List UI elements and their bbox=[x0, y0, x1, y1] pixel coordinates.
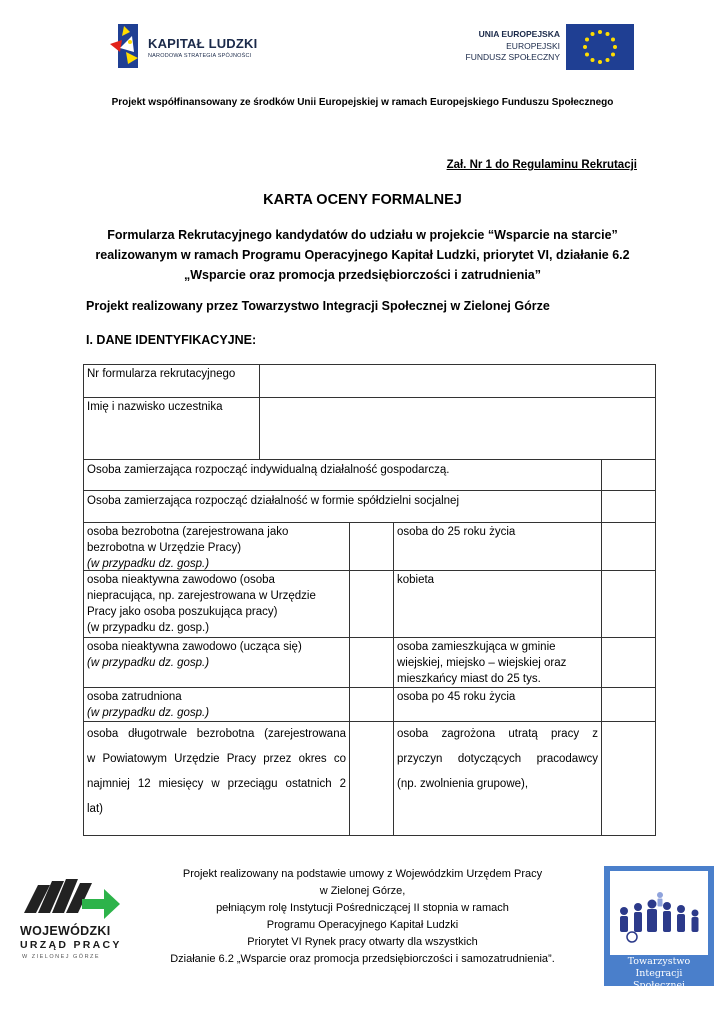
unemployed-checkbox[interactable] bbox=[349, 522, 394, 571]
unemployed-label bbox=[83, 522, 350, 571]
footer-line-2: w Zielonej Górze, bbox=[319, 885, 406, 897]
rural-line: wiejskiej, miejsko – wiejskiej oraz bbox=[397, 657, 567, 669]
tis-line-2: Społecznej bbox=[632, 980, 686, 991]
form-number-field[interactable] bbox=[259, 364, 656, 398]
studying-checkbox[interactable] bbox=[349, 637, 394, 688]
participant-name-field[interactable] bbox=[259, 397, 656, 460]
under-25-label: osoba do 25 roku życia bbox=[393, 522, 602, 571]
job-loss-line: (np. zwolnienia grupowe), bbox=[397, 778, 529, 790]
inactive-note: (w przypadku dz. gosp.) bbox=[87, 622, 210, 634]
job-loss-line: przyczyn dotyczących pracodawcy bbox=[397, 753, 598, 765]
long-term-line: najmniej 12 miesięcy w przeciągu ostatnich 2 bbox=[87, 778, 346, 790]
eu-flag-icon bbox=[566, 24, 634, 70]
long-term-unemployed-checkbox[interactable] bbox=[349, 721, 394, 836]
inactive-label bbox=[83, 570, 350, 638]
footer-line-1: Projekt realizowany na podstawie umowy z Wojewódzkim Urzędem Pracy bbox=[182, 868, 543, 880]
subtitle-line-3: „Wsparcie oraz promocja przedsiębiorczości i zatrudnienia” bbox=[183, 268, 542, 282]
individual-business-label: Osoba zamierzająca rozpocząć indywidualną działalność gospodarczą. bbox=[83, 459, 602, 491]
eu-logo bbox=[448, 22, 636, 72]
footer-line-5: Priorytet VI Rynek pracy otwarty dla wszystkich bbox=[247, 936, 478, 948]
woman-checkbox[interactable] bbox=[601, 570, 656, 638]
employed-label bbox=[83, 687, 350, 722]
eu-line-3: FUNDUSZ SPOŁECZNY bbox=[465, 52, 560, 62]
over-45-checkbox[interactable] bbox=[601, 687, 656, 722]
kapital-ludzki-subtitle: NARODOWA STRATEGIA SPÓJNOŚCI bbox=[148, 53, 252, 59]
inactive-line: niepracująca, np. zarejestrowana w Urzędzie bbox=[87, 590, 316, 602]
footer-line-4: Programu Operacyjnego Kapitał Ludzki bbox=[266, 919, 459, 931]
footer-line-6: Działanie 6.2 „Wsparcie oraz promocja przedsiębiorczości i samozatrudnienia”. bbox=[170, 953, 555, 965]
unemployed-line: bezrobotna w Urzędzie Pracy) bbox=[87, 542, 242, 554]
unemployed-note: (w przypadku dz. gosp.) bbox=[87, 558, 210, 570]
wup-line-2: URZĄD PRACY bbox=[20, 939, 122, 951]
section-heading: I. DANE IDENTYFIKACYJNE: bbox=[86, 333, 257, 347]
social-cooperative-label: Osoba zamierzająca rozpocząć działalność w formie spółdzielni socjalnej bbox=[83, 490, 602, 523]
rural-checkbox[interactable] bbox=[601, 637, 656, 688]
tis-line-1: Towarzystwo Integracji bbox=[627, 956, 691, 979]
cofinancing-note: Projekt współfinansowany ze środków Unii Europejskiej w ramach Europejskiego Funduszu Społecznego bbox=[111, 97, 614, 108]
studying-line: osoba nieaktywna zawodowo (ucząca się) bbox=[87, 641, 302, 653]
eu-line-1: UNIA EUROPEJSKA bbox=[478, 29, 560, 39]
studying-note: (w przypadku dz. gosp.) bbox=[87, 657, 210, 669]
wup-line-1: WOJEWÓDZKI bbox=[20, 924, 111, 938]
studying-label bbox=[83, 637, 350, 688]
employed-line: osoba zatrudniona bbox=[87, 691, 182, 703]
long-term-line: w Powiatowym Urzędzie Pracy przez okres co bbox=[87, 753, 346, 765]
wup-logo bbox=[20, 873, 124, 965]
rural-line: osoba zamieszkująca w gminie bbox=[397, 641, 556, 653]
kapital-ludzki-emblem-icon bbox=[108, 22, 144, 70]
under-25-checkbox[interactable] bbox=[601, 522, 656, 571]
tis-logo bbox=[604, 866, 714, 991]
participant-name-label: Imię i nazwisko uczestnika bbox=[83, 397, 260, 460]
subtitle-line-2: realizowanym w ramach Programu Operacyjnego Kapitał Ludzki, priorytet VI, działanie 6.2 bbox=[95, 248, 630, 262]
inactive-line: osoba nieaktywna zawodowo (osoba bbox=[87, 574, 275, 586]
tis-name bbox=[604, 956, 714, 992]
page-title: KARTA OCENY FORMALNEJ bbox=[263, 192, 462, 208]
wup-line-3: W ZIELONEJ GÓRZE bbox=[22, 954, 101, 960]
woman-label: kobieta bbox=[393, 570, 602, 638]
tis-picture bbox=[610, 871, 708, 955]
long-term-line: lat) bbox=[87, 803, 103, 815]
identification-table bbox=[83, 364, 656, 836]
kapital-ludzki-logo bbox=[108, 22, 268, 70]
over-45-label: osoba po 45 roku życia bbox=[393, 687, 602, 722]
form-subtitle bbox=[60, 225, 665, 285]
inactive-line: Pracy jako osoba poszukująca pracy) bbox=[87, 606, 278, 618]
kapital-ludzki-title: KAPITAŁ LUDZKI bbox=[148, 36, 258, 51]
inactive-checkbox[interactable] bbox=[349, 570, 394, 638]
long-term-line: osoba długotrwale bezrobotna (zarejestrowana bbox=[87, 728, 346, 740]
organizer-line: Projekt realizowany przez Towarzystwo Integracji Społecznej w Zielonej Górze bbox=[86, 299, 550, 313]
job-loss-risk-label bbox=[393, 721, 602, 836]
unemployed-line: osoba bezrobotna (zarejestrowana jako bbox=[87, 526, 289, 538]
job-loss-risk-checkbox[interactable] bbox=[601, 721, 656, 836]
employed-note: (w przypadku dz. gosp.) bbox=[87, 707, 210, 719]
rural-label bbox=[393, 637, 602, 688]
job-loss-line: osoba zagrożona utratą pracy z bbox=[397, 728, 598, 740]
footer-note bbox=[140, 866, 585, 968]
wup-arrow-icon bbox=[20, 873, 124, 923]
attachment-label: Zał. Nr 1 do Regulaminu Rekrutacji bbox=[446, 159, 637, 171]
individual-business-checkbox[interactable] bbox=[601, 459, 656, 491]
eu-line-2: EUROPEJSKI bbox=[506, 41, 560, 51]
social-cooperative-checkbox[interactable] bbox=[601, 490, 656, 523]
subtitle-line-1: Formularza Rekrutacyjnego kandydatów do udziału w projekcie “Wsparcie na starcie” bbox=[107, 228, 618, 242]
footer-line-3: pełniącym rolę Instytucji Pośredniczącej II stopnia w ramach bbox=[216, 902, 509, 914]
long-term-unemployed-label bbox=[83, 721, 350, 836]
employed-checkbox[interactable] bbox=[349, 687, 394, 722]
rural-line: mieszkańcy miast do 25 tys. bbox=[397, 673, 541, 685]
form-number-label: Nr formularza rekrutacyjnego bbox=[83, 364, 260, 398]
people-group-icon bbox=[610, 871, 708, 955]
